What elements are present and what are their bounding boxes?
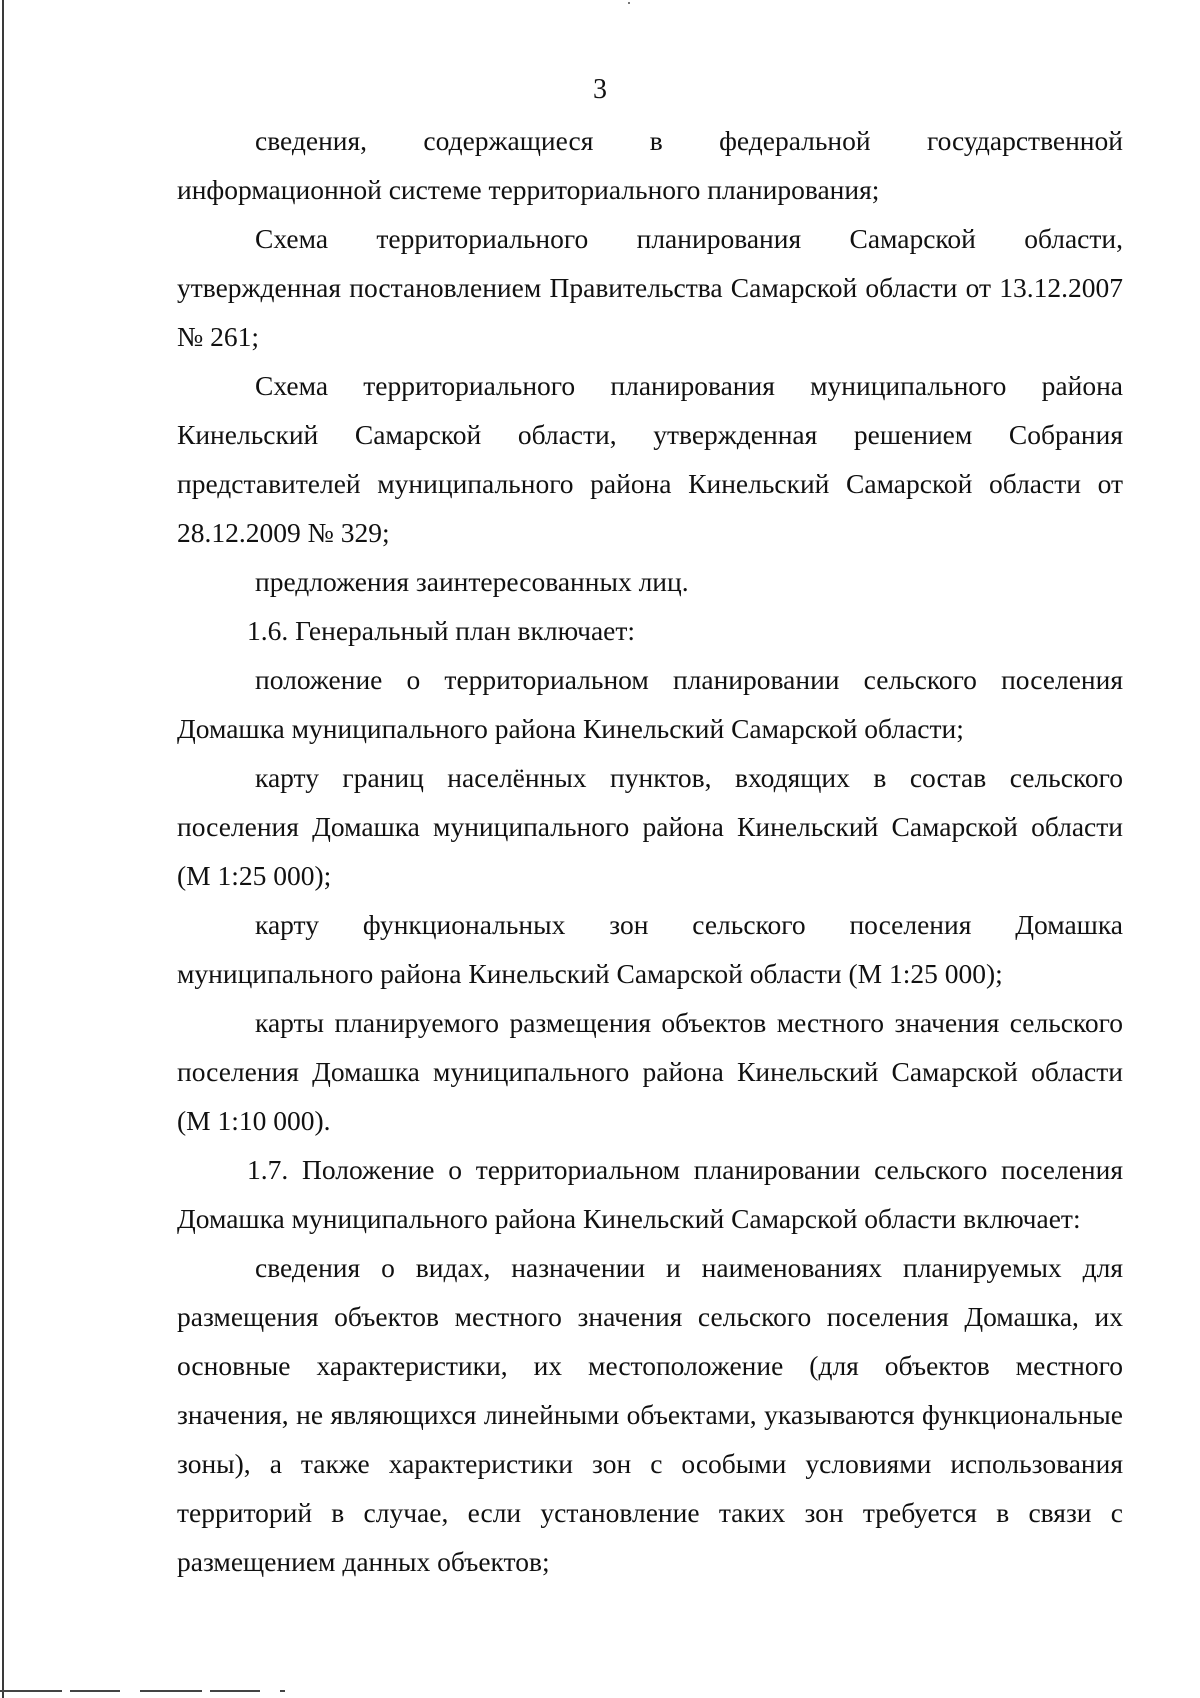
- paragraph-samara-scheme: Схема территориального планирования Самарской области, утвержденная постановлением Правительства Самарской области от 13.12.2007 № 261;: [177, 223, 1123, 352]
- paragraph-objects-info: сведения о видах, назначении и наименованиях планируемых для размещения объектов местного значения сельского поселения Домашка, их основные характеристики, их местоположение (для объектов местного значения, не являющихся линейными объектами, указываются функциональные зоны), а также характеристики зон с особыми условиями использования территорий в случае, если установление таких зон требуется в связи с размещением данных объектов;: [177, 1252, 1123, 1577]
- paragraph-1-7: 1.7. Положение о территориальном планировании сельского поселения Домашка муниципального района Кинельский Самарской области включает:: [177, 1154, 1123, 1234]
- scan-artifact-dot: [628, 2, 630, 4]
- paragraph-1-6: 1.6. Генеральный план включает:: [247, 615, 636, 646]
- paragraph-local-objects-maps: карты планируемого размещения объектов местного значения сельского поселения Домашка муниципального района Кинельский Самарской области (М 1:10 000).: [177, 1007, 1123, 1136]
- paragraph-federal-system: сведения, содержащиеся в федеральной государственной информационной системе территориального планирования;: [177, 125, 1123, 205]
- paragraph-functional-zones-map: карту функциональных зон сельского поселения Домашка муниципального района Кинельский Самарской области (М 1:25 000);: [177, 909, 1123, 989]
- paragraph-planning-position: положение о территориальном планировании сельского поселения Домашка муниципального района Кинельский Самарской области;: [177, 664, 1123, 744]
- paragraph-kinel-scheme: Схема территориального планирования муниципального района Кинельский Самарской области, утвержденная решением Собрания представителей муниципального района Кинельский Самарской области от 28.12.2009 № 329;: [177, 370, 1123, 548]
- page-number: 3: [593, 74, 607, 105]
- paragraph-interested-parties: предложения заинтересованных лиц.: [255, 566, 689, 597]
- document-body: [177, 116, 1123, 1586]
- paragraph-boundaries-map: карту границ населённых пунктов, входящих в состав сельского поселения Домашка муниципального района Кинельский Самарской области (М 1:25 000);: [177, 762, 1123, 891]
- scan-edge-left: [2, 0, 4, 1698]
- scan-edge-bottom: [0, 1690, 285, 1692]
